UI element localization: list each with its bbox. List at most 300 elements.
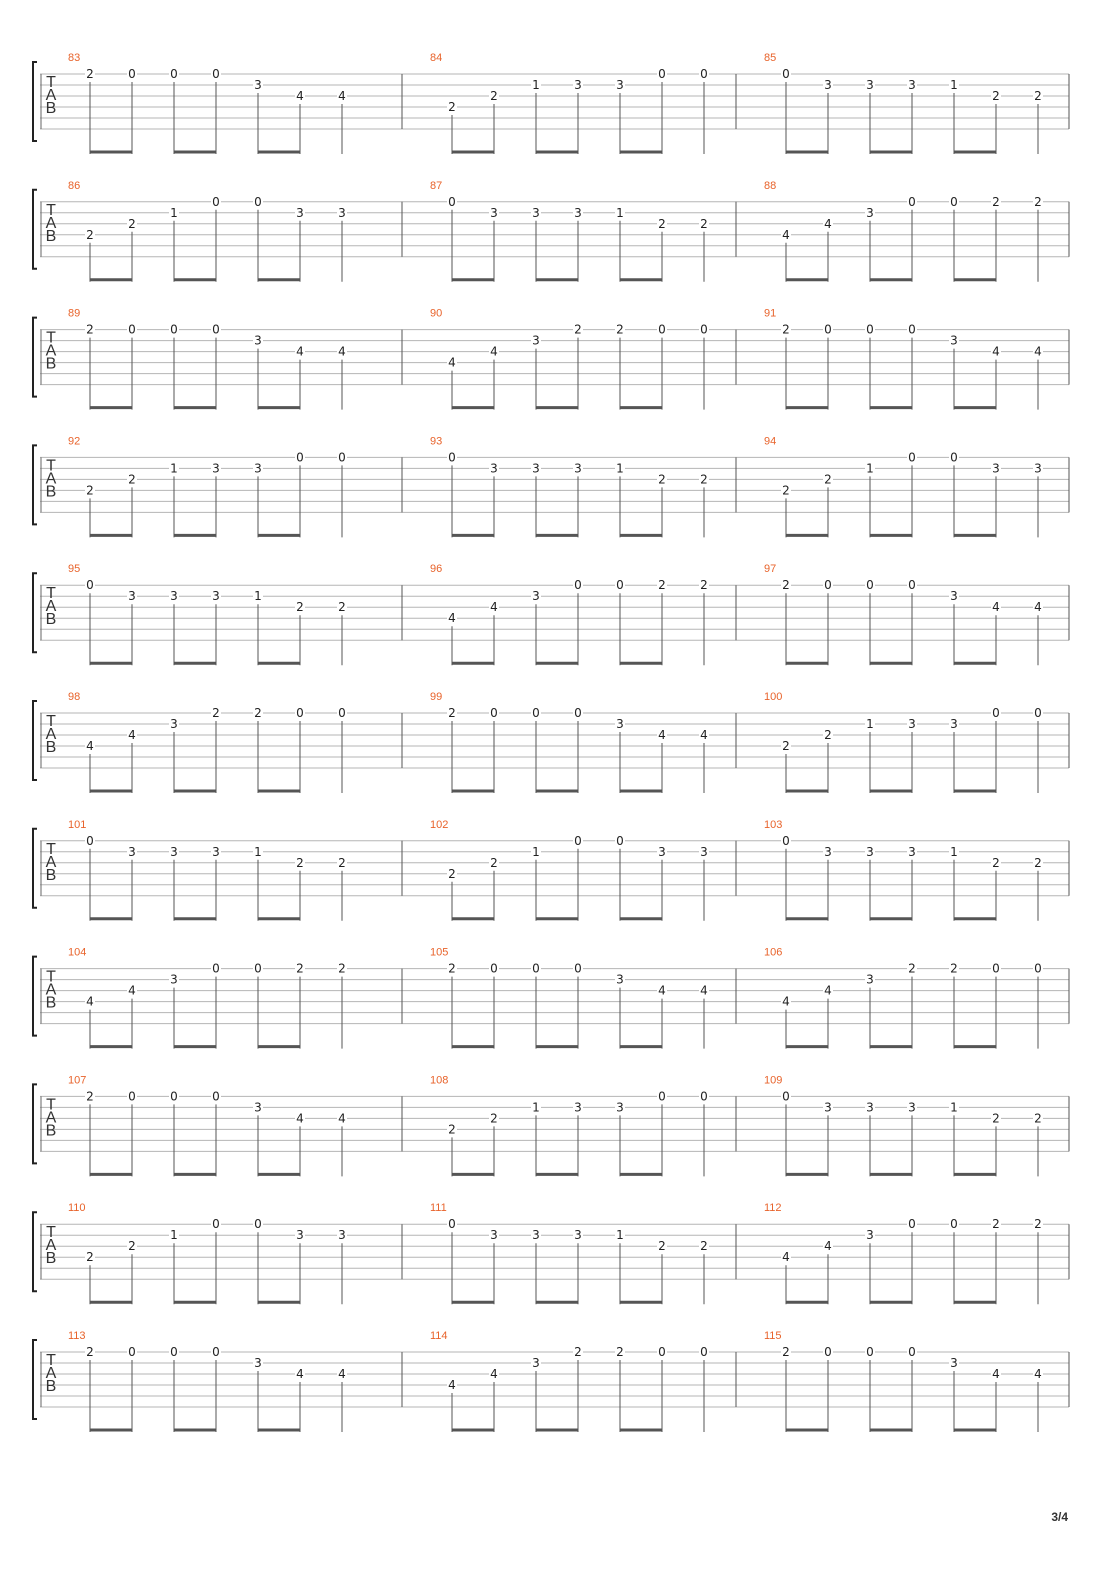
fret-number: 0 [950, 1217, 958, 1232]
fret-number: 4 [448, 1378, 456, 1392]
fret-number: 1 [950, 844, 958, 859]
system-bracket [33, 445, 37, 524]
measure [68, 52, 347, 154]
fret-number: 2 [782, 578, 790, 593]
measure [68, 435, 347, 537]
fret-number: 2 [616, 1345, 624, 1359]
measure-number: 106 [764, 946, 783, 959]
fret-number: 0 [254, 194, 262, 209]
fret-number: 4 [448, 355, 456, 370]
fret-number: 0 [448, 450, 456, 465]
measure [68, 1330, 347, 1432]
measure-number: 104 [68, 946, 87, 959]
fret-number: 2 [296, 855, 304, 870]
measure-number: 88 [764, 179, 777, 192]
measure [764, 691, 1043, 793]
fret-number: 3 [532, 205, 540, 220]
tab-clef-letter: T [46, 74, 56, 91]
fret-number: 0 [86, 578, 94, 593]
tab-clef-letter: B [45, 1378, 57, 1395]
measure [430, 1074, 709, 1176]
fret-number: 3 [532, 333, 540, 348]
fret-number: 2 [658, 216, 666, 231]
fret-number: 3 [866, 972, 874, 987]
fret-number: 0 [1034, 961, 1042, 976]
fret-number: 3 [574, 1228, 582, 1243]
measure-number: 91 [764, 307, 777, 320]
fret-number: 0 [866, 1345, 874, 1359]
fret-number: 4 [338, 1367, 346, 1381]
tab-clef-letter: T [46, 1224, 56, 1242]
measure-number: 98 [68, 691, 81, 703]
tab-system [33, 180, 1069, 282]
measure [430, 947, 709, 1049]
fret-number: 1 [532, 78, 540, 92]
fret-number: 1 [616, 461, 624, 476]
fret-number: 0 [782, 833, 790, 848]
fret-number: 2 [128, 472, 136, 487]
tab-system [33, 691, 1069, 793]
fret-number: 3 [950, 333, 958, 348]
measure [430, 308, 709, 410]
tab-clef-letter: T [46, 329, 56, 347]
fret-number: 2 [950, 961, 958, 976]
fret-number: 2 [490, 855, 498, 870]
fret-number: 0 [866, 578, 874, 593]
fret-number: 3 [170, 717, 178, 731]
fret-number: 2 [824, 472, 832, 487]
fret-number: 2 [992, 855, 1000, 870]
tab-clef-letter: T [46, 1096, 56, 1114]
measure [68, 947, 347, 1049]
tab-clef-letter: A [45, 1365, 57, 1382]
fret-number: 2 [1034, 1217, 1042, 1232]
tab-system [33, 435, 1069, 537]
measure [68, 180, 347, 282]
tab-clef-letter: A [45, 598, 57, 616]
fret-number: 3 [616, 717, 624, 731]
fret-number: 0 [782, 1089, 790, 1104]
fret-number: 2 [992, 1217, 1000, 1232]
system-bracket [33, 829, 37, 908]
fret-number: 2 [86, 1345, 94, 1359]
fret-number: 0 [782, 67, 790, 81]
fret-number: 3 [212, 589, 220, 604]
fret-number: 2 [212, 706, 220, 720]
fret-number: 4 [700, 983, 708, 998]
fret-number: 3 [296, 1228, 304, 1243]
fret-number: 4 [992, 344, 1000, 359]
fret-number: 0 [170, 67, 178, 81]
measure [68, 1074, 347, 1176]
fret-number: 2 [700, 216, 708, 231]
fret-number: 2 [448, 1122, 456, 1137]
fret-number: 3 [254, 333, 262, 348]
fret-number: 3 [950, 717, 958, 731]
fret-number: 0 [170, 1345, 178, 1359]
measure [430, 691, 709, 793]
fret-number: 1 [950, 78, 958, 92]
fret-number: 2 [700, 578, 708, 593]
fret-number: 1 [616, 1228, 624, 1243]
tab-clef-letter: T [46, 968, 56, 986]
fret-number: 0 [128, 322, 136, 337]
fret-number: 0 [908, 450, 916, 465]
fret-number: 3 [658, 844, 666, 859]
fret-number: 0 [992, 706, 1000, 720]
fret-number: 2 [338, 600, 346, 615]
fret-number: 1 [170, 205, 178, 220]
fret-number: 0 [338, 706, 346, 720]
fret-number: 2 [338, 855, 346, 870]
fret-number: 3 [532, 1228, 540, 1243]
tab-clef-letter: B [45, 866, 57, 884]
fret-number: 0 [908, 1217, 916, 1232]
fret-number: 1 [532, 1100, 540, 1115]
fret-number: 0 [866, 322, 874, 337]
tab-clef-letter: A [45, 853, 57, 871]
fret-number: 3 [616, 1100, 624, 1115]
tab-system [33, 1074, 1069, 1176]
fret-number: 2 [490, 89, 498, 103]
fret-number: 0 [490, 961, 498, 976]
system-bracket [33, 1340, 37, 1419]
fret-number: 0 [128, 1089, 136, 1104]
tab-clef-letter: B [45, 611, 57, 629]
fret-number: 0 [908, 1345, 916, 1359]
fret-number: 3 [212, 844, 220, 859]
fret-number: 3 [574, 78, 582, 92]
tab-system [33, 1202, 1069, 1304]
fret-number: 2 [908, 961, 916, 976]
fret-number: 2 [782, 322, 790, 337]
measure-number: 108 [430, 1074, 449, 1087]
fret-number: 4 [128, 728, 136, 742]
fret-number: 2 [490, 1111, 498, 1126]
measure [430, 1330, 709, 1432]
fret-number: 3 [866, 78, 874, 92]
fret-number: 0 [700, 1089, 708, 1104]
fret-number: 3 [866, 205, 874, 220]
fret-number: 0 [950, 450, 958, 465]
fret-number: 4 [992, 600, 1000, 615]
fret-number: 4 [824, 983, 832, 998]
fret-number: 3 [866, 844, 874, 859]
fret-number: 0 [254, 961, 262, 976]
tab-clef-letter: A [45, 1109, 57, 1127]
fret-number: 0 [574, 833, 582, 848]
system-bracket [33, 190, 37, 269]
tab-clef-letter: A [45, 87, 57, 104]
measure-number: 96 [430, 563, 443, 576]
fret-number: 0 [448, 1217, 456, 1232]
system-bracket [33, 573, 37, 652]
fret-number: 3 [170, 844, 178, 859]
fret-number: 0 [86, 833, 94, 848]
tab-clef-letter: A [45, 342, 57, 360]
measure [764, 1074, 1043, 1176]
fret-number: 2 [616, 322, 624, 337]
fret-number: 0 [212, 67, 220, 81]
fret-number: 0 [212, 1217, 220, 1232]
tab-clef-letter: B [45, 355, 57, 373]
fret-number: 4 [338, 89, 346, 103]
fret-number: 4 [824, 1239, 832, 1254]
fret-number: 0 [296, 450, 304, 465]
fret-number: 2 [1034, 1111, 1042, 1126]
fret-number: 2 [658, 472, 666, 487]
measure [68, 691, 347, 793]
fret-number: 4 [1034, 600, 1042, 615]
system-bracket [33, 701, 37, 780]
measure-number: 100 [764, 691, 783, 703]
fret-number: 2 [824, 728, 832, 742]
measure-number: 109 [764, 1074, 783, 1087]
fret-number: 0 [128, 1345, 136, 1359]
measure [764, 1202, 1043, 1304]
measure [68, 563, 347, 665]
measure-number: 113 [68, 1330, 86, 1342]
fret-number: 2 [782, 1345, 790, 1359]
fret-number: 0 [1034, 706, 1042, 720]
fret-number: 4 [782, 994, 790, 1009]
tab-system [33, 819, 1069, 921]
fret-number: 3 [824, 1100, 832, 1115]
fret-number: 2 [448, 706, 456, 720]
tab-clef-letter: T [46, 1352, 56, 1369]
fret-number: 0 [908, 194, 916, 209]
fret-number: 0 [658, 322, 666, 337]
page-number: 3/4 [1051, 1510, 1068, 1524]
fret-number: 4 [296, 1367, 304, 1381]
fret-number: 3 [950, 589, 958, 604]
fret-number: 0 [254, 1217, 262, 1232]
system-bracket [33, 318, 37, 397]
fret-number: 3 [296, 205, 304, 220]
fret-number: 1 [866, 717, 874, 731]
fret-number: 0 [574, 706, 582, 720]
tab-system [33, 52, 1069, 154]
measure-number: 90 [430, 307, 443, 320]
fret-number: 0 [908, 322, 916, 337]
tab-clef-letter: A [45, 1237, 57, 1255]
fret-number: 0 [532, 706, 540, 720]
fret-number: 0 [658, 1089, 666, 1104]
measure [68, 308, 347, 410]
fret-number: 2 [1034, 89, 1042, 103]
fret-number: 0 [700, 322, 708, 337]
measure [764, 947, 1043, 1049]
fret-number: 0 [212, 961, 220, 976]
measure-number: 112 [764, 1202, 782, 1215]
fret-number: 0 [128, 67, 136, 81]
measure-number: 101 [68, 818, 87, 831]
fret-number: 3 [824, 78, 832, 92]
fret-number: 4 [658, 983, 666, 998]
fret-number: 0 [338, 450, 346, 465]
system-bracket [33, 62, 37, 141]
measure [430, 563, 709, 665]
measure [68, 819, 347, 921]
fret-number: 4 [992, 1367, 1000, 1381]
fret-number: 4 [824, 216, 832, 231]
fret-number: 1 [532, 844, 540, 859]
tab-clef-letter: B [45, 483, 57, 501]
measure-number: 111 [430, 1202, 447, 1215]
fret-number: 3 [616, 972, 624, 987]
fret-number: 3 [866, 1228, 874, 1243]
measure [430, 1202, 709, 1304]
fret-number: 0 [574, 961, 582, 976]
fret-number: 4 [490, 344, 498, 359]
measure-number: 89 [68, 307, 81, 320]
fret-number: 4 [782, 227, 790, 242]
measure [764, 180, 1043, 282]
fret-number: 0 [616, 578, 624, 593]
fret-number: 3 [700, 844, 708, 859]
fret-number: 3 [212, 461, 220, 476]
measure-number: 103 [764, 818, 783, 831]
fret-number: 0 [212, 1089, 220, 1104]
fret-number: 1 [170, 1228, 178, 1243]
tab-clef-letter: A [45, 981, 57, 999]
fret-number: 2 [296, 600, 304, 615]
fret-number: 2 [254, 706, 262, 720]
fret-number: 3 [532, 1356, 540, 1370]
fret-number: 3 [908, 844, 916, 859]
tab-system [33, 308, 1069, 410]
fret-number: 4 [128, 983, 136, 998]
measure [764, 435, 1043, 537]
fret-number: 3 [824, 844, 832, 859]
fret-number: 2 [574, 322, 582, 337]
fret-number: 3 [532, 589, 540, 604]
fret-number: 1 [950, 1100, 958, 1115]
measure [430, 180, 709, 282]
tab-clef-letter: B [45, 227, 57, 245]
fret-number: 4 [296, 89, 304, 103]
fret-number: 3 [908, 78, 916, 92]
fret-number: 4 [86, 739, 94, 753]
fret-number: 4 [296, 344, 304, 359]
fret-number: 2 [128, 216, 136, 231]
measure [430, 52, 709, 154]
fret-number: 0 [212, 194, 220, 209]
fret-number: 0 [574, 578, 582, 593]
fret-number: 2 [296, 961, 304, 976]
fret-number: 2 [782, 483, 790, 498]
fret-number: 0 [992, 961, 1000, 976]
fret-number: 0 [212, 322, 220, 337]
fret-number: 3 [338, 1228, 346, 1243]
fret-number: 0 [700, 1345, 708, 1359]
fret-number: 4 [296, 1111, 304, 1126]
fret-number: 0 [658, 1345, 666, 1359]
measure-number: 102 [430, 818, 449, 831]
fret-number: 0 [950, 194, 958, 209]
fret-number: 3 [254, 461, 262, 476]
fret-number: 1 [866, 461, 874, 476]
fret-number: 2 [1034, 194, 1042, 209]
fret-number: 3 [128, 589, 136, 604]
fret-number: 2 [86, 322, 94, 337]
measure-number: 95 [68, 563, 81, 576]
tab-clef-letter: B [45, 1250, 57, 1268]
measure-number: 94 [764, 435, 777, 448]
fret-number: 3 [574, 1100, 582, 1115]
fret-number: 2 [338, 961, 346, 976]
system-bracket [33, 1084, 37, 1163]
fret-number: 0 [170, 1089, 178, 1104]
measure-number: 84 [430, 52, 443, 64]
fret-number: 2 [448, 100, 456, 114]
fret-number: 3 [908, 717, 916, 731]
fret-number: 2 [86, 67, 94, 81]
fret-number: 3 [574, 461, 582, 476]
fret-number: 0 [532, 961, 540, 976]
tab-clef-letter: T [46, 713, 56, 730]
tab-system [33, 1330, 1069, 1432]
tab-clef-letter: A [45, 214, 57, 232]
fret-number: 3 [254, 1356, 262, 1370]
fret-number: 1 [616, 205, 624, 220]
fret-number: 0 [490, 706, 498, 720]
measure-number: 92 [68, 435, 81, 448]
fret-number: 2 [574, 1345, 582, 1359]
fret-number: 2 [658, 1239, 666, 1254]
fret-number: 3 [490, 205, 498, 220]
fret-number: 3 [254, 1100, 262, 1115]
tab-clef-letter: T [46, 457, 56, 475]
fret-number: 4 [338, 344, 346, 359]
fret-number: 0 [448, 194, 456, 209]
fret-number: 3 [532, 461, 540, 476]
fret-number: 1 [254, 844, 262, 859]
fret-number: 3 [490, 461, 498, 476]
fret-number: 4 [338, 1111, 346, 1126]
measure-number: 86 [68, 179, 81, 192]
fret-number: 3 [1034, 461, 1042, 476]
fret-number: 3 [992, 461, 1000, 476]
tab-clef-letter: A [45, 726, 57, 743]
measure-number: 114 [430, 1330, 448, 1342]
fret-number: 4 [86, 994, 94, 1009]
fret-number: 4 [700, 728, 708, 742]
fret-number: 0 [824, 1345, 832, 1359]
measure [430, 819, 709, 921]
measure-number: 87 [430, 179, 443, 192]
measure-number: 105 [430, 946, 449, 959]
tab-system [33, 947, 1069, 1049]
fret-number: 0 [658, 67, 666, 81]
fret-number: 0 [908, 578, 916, 593]
fret-number: 3 [128, 844, 136, 859]
fret-number: 3 [950, 1356, 958, 1370]
fret-number: 4 [490, 1367, 498, 1381]
measure [764, 52, 1043, 154]
fret-number: 3 [616, 78, 624, 92]
measure [68, 1202, 347, 1304]
fret-number: 2 [782, 739, 790, 753]
measure [764, 819, 1043, 921]
fret-number: 2 [128, 1239, 136, 1254]
fret-number: 2 [658, 578, 666, 593]
fret-number: 4 [1034, 344, 1042, 359]
measure-number: 107 [68, 1074, 87, 1087]
system-bracket [33, 1212, 37, 1291]
measure [764, 563, 1043, 665]
fret-number: 2 [86, 227, 94, 242]
